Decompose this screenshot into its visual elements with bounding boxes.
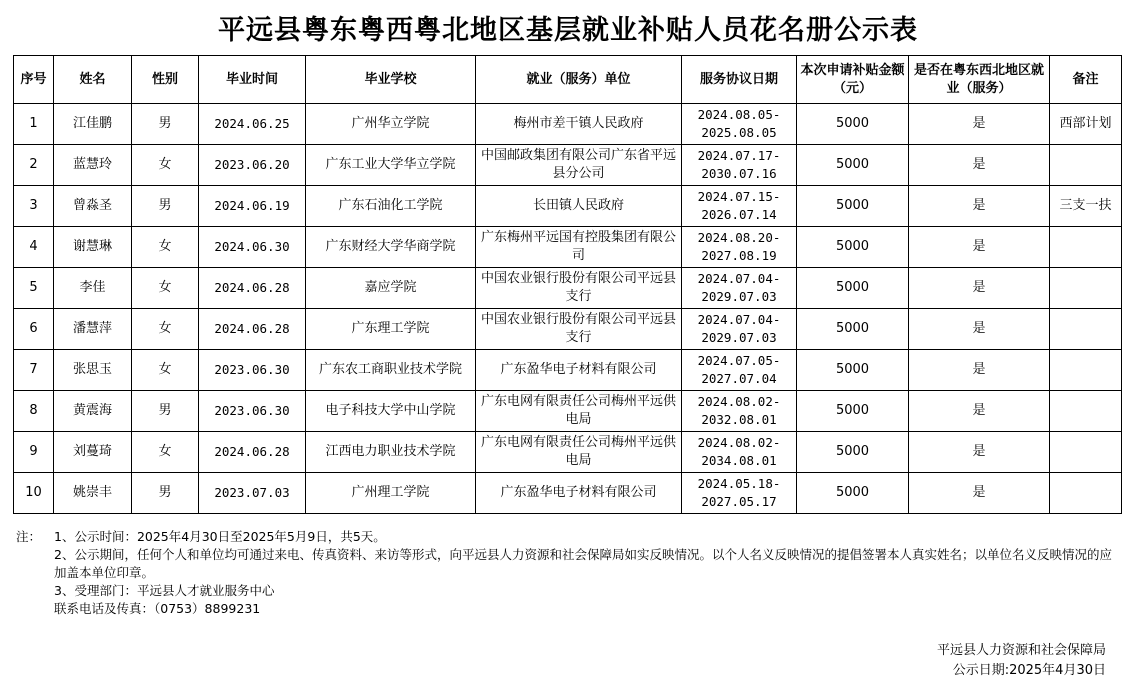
header-gender: 性别 bbox=[132, 56, 199, 104]
cell-graduation-date: 2024.06.30 bbox=[199, 227, 306, 268]
table-row bbox=[14, 186, 1122, 227]
cell-graduation-date: 2023.06.30 bbox=[199, 350, 306, 391]
cell-in-region: 是 bbox=[909, 391, 1050, 432]
cell-subsidy-amount: 5000 bbox=[797, 391, 909, 432]
cell-gender: 女 bbox=[132, 268, 199, 309]
cell-remark bbox=[1050, 350, 1122, 391]
cell-agreement-dates: 2024.07.17-2030.07.16 bbox=[682, 145, 797, 186]
cell-agreement-dates: 2024.07.04-2029.07.03 bbox=[682, 268, 797, 309]
table-row bbox=[14, 104, 1122, 145]
cell-in-region: 是 bbox=[909, 227, 1050, 268]
table-header-row bbox=[14, 56, 1122, 104]
cell-in-region: 是 bbox=[909, 432, 1050, 473]
cell-graduation-date: 2024.06.25 bbox=[199, 104, 306, 145]
cell-graduation-date: 2024.06.19 bbox=[199, 186, 306, 227]
cell-index: 6 bbox=[14, 309, 54, 350]
cell-school: 广东石油化工学院 bbox=[306, 186, 476, 227]
table-row bbox=[14, 227, 1122, 268]
cell-subsidy-amount: 5000 bbox=[797, 350, 909, 391]
cell-in-region: 是 bbox=[909, 473, 1050, 514]
cell-in-region: 是 bbox=[909, 104, 1050, 145]
cell-index: 7 bbox=[14, 350, 54, 391]
cell-employer: 广东电网有限责任公司梅州平远供电局 bbox=[476, 391, 682, 432]
cell-subsidy-amount: 5000 bbox=[797, 227, 909, 268]
cell-remark bbox=[1050, 309, 1122, 350]
table-row bbox=[14, 268, 1122, 309]
cell-in-region: 是 bbox=[909, 309, 1050, 350]
cell-employer: 中国农业银行股份有限公司平远县支行 bbox=[476, 309, 682, 350]
cell-index: 8 bbox=[14, 391, 54, 432]
cell-subsidy-amount: 5000 bbox=[797, 473, 909, 514]
cell-employer: 广东盈华电子材料有限公司 bbox=[476, 350, 682, 391]
cell-index: 5 bbox=[14, 268, 54, 309]
cell-employer: 广东电网有限责任公司梅州平远供电局 bbox=[476, 432, 682, 473]
cell-remark bbox=[1050, 432, 1122, 473]
cell-index: 10 bbox=[14, 473, 54, 514]
cell-name: 张思玉 bbox=[54, 350, 132, 391]
cell-subsidy-amount: 5000 bbox=[797, 432, 909, 473]
cell-employer: 广东梅州平远国有控股集团有限公司 bbox=[476, 227, 682, 268]
cell-index: 9 bbox=[14, 432, 54, 473]
cell-name: 谢慧琳 bbox=[54, 227, 132, 268]
cell-school: 广东理工学院 bbox=[306, 309, 476, 350]
cell-employer: 梅州市差干镇人民政府 bbox=[476, 104, 682, 145]
header-remark: 备注 bbox=[1050, 56, 1122, 104]
cell-school: 广东工业大学华立学院 bbox=[306, 145, 476, 186]
cell-remark bbox=[1050, 145, 1122, 186]
cell-agreement-dates: 2024.07.04-2029.07.03 bbox=[682, 309, 797, 350]
cell-in-region: 是 bbox=[909, 186, 1050, 227]
cell-subsidy-amount: 5000 bbox=[797, 186, 909, 227]
cell-gender: 女 bbox=[132, 227, 199, 268]
cell-remark bbox=[1050, 473, 1122, 514]
cell-gender: 男 bbox=[132, 104, 199, 145]
cell-school: 电子科技大学中山学院 bbox=[306, 391, 476, 432]
table-row bbox=[14, 473, 1122, 514]
cell-gender: 女 bbox=[132, 145, 199, 186]
header-index: 序号 bbox=[14, 56, 54, 104]
note-item: 3、受理部门：平远县人才就业服务中心 bbox=[54, 583, 275, 598]
cell-employer: 中国邮政集团有限公司广东省平远县分公司 bbox=[476, 145, 682, 186]
cell-gender: 女 bbox=[132, 432, 199, 473]
note-item: 联系电话及传真：（0753）8899231 bbox=[54, 601, 261, 616]
cell-school: 江西电力职业技术学院 bbox=[306, 432, 476, 473]
cell-graduation-date: 2024.06.28 bbox=[199, 268, 306, 309]
cell-agreement-dates: 2024.08.02-2032.08.01 bbox=[682, 391, 797, 432]
cell-name: 黄震海 bbox=[54, 391, 132, 432]
cell-remark: 西部计划 bbox=[1050, 104, 1122, 145]
cell-agreement-dates: 2024.05.18-2027.05.17 bbox=[682, 473, 797, 514]
cell-gender: 男 bbox=[132, 391, 199, 432]
table-row bbox=[14, 391, 1122, 432]
cell-index: 4 bbox=[14, 227, 54, 268]
header-subsidy-amount: 本次申请补贴金额（元） bbox=[797, 56, 909, 104]
cell-graduation-date: 2023.07.03 bbox=[199, 473, 306, 514]
cell-graduation-date: 2024.06.28 bbox=[199, 432, 306, 473]
cell-in-region: 是 bbox=[909, 350, 1050, 391]
table-row bbox=[14, 350, 1122, 391]
header-in-region: 是否在粤东西北地区就业（服务） bbox=[909, 56, 1050, 104]
header-name: 姓名 bbox=[54, 56, 132, 104]
cell-remark bbox=[1050, 268, 1122, 309]
cell-in-region: 是 bbox=[909, 145, 1050, 186]
cell-employer: 广东盈华电子材料有限公司 bbox=[476, 473, 682, 514]
cell-remark bbox=[1050, 227, 1122, 268]
cell-gender: 男 bbox=[132, 186, 199, 227]
cell-name: 潘慧萍 bbox=[54, 309, 132, 350]
cell-subsidy-amount: 5000 bbox=[797, 145, 909, 186]
cell-agreement-dates: 2024.08.05-2025.08.05 bbox=[682, 104, 797, 145]
cell-index: 2 bbox=[14, 145, 54, 186]
cell-subsidy-amount: 5000 bbox=[797, 309, 909, 350]
cell-remark bbox=[1050, 391, 1122, 432]
cell-index: 3 bbox=[14, 186, 54, 227]
cell-school: 广东农工商职业技术学院 bbox=[306, 350, 476, 391]
cell-school: 广州华立学院 bbox=[306, 104, 476, 145]
header-employer: 就业（服务）单位 bbox=[476, 56, 682, 104]
cell-name: 曾淼圣 bbox=[54, 186, 132, 227]
cell-subsidy-amount: 5000 bbox=[797, 104, 909, 145]
table-row bbox=[14, 309, 1122, 350]
header-school: 毕业学校 bbox=[306, 56, 476, 104]
cell-in-region: 是 bbox=[909, 268, 1050, 309]
note-item: 1、公示时间：2025年4月30日至2025年5月9日，共5天。 bbox=[54, 529, 386, 544]
cell-agreement-dates: 2024.08.02-2034.08.01 bbox=[682, 432, 797, 473]
cell-school: 广东财经大学华商学院 bbox=[306, 227, 476, 268]
cell-graduation-date: 2024.06.28 bbox=[199, 309, 306, 350]
roster-table bbox=[13, 55, 1122, 514]
note-item: 2、公示期间，任何个人和单位均可通过来电、传真资料、来访等形式，向平远县人力资源和社会保障局如实反映情况。以个人名义反映情况的提倡签署本人真实姓名；以单位名义反映情况的应加盖本单位印章。 bbox=[54, 547, 1112, 580]
cell-name: 江佳鹏 bbox=[54, 104, 132, 145]
cell-agreement-dates: 2024.08.20-2027.08.19 bbox=[682, 227, 797, 268]
cell-gender: 男 bbox=[132, 473, 199, 514]
cell-agreement-dates: 2024.07.05-2027.07.04 bbox=[682, 350, 797, 391]
cell-gender: 女 bbox=[132, 309, 199, 350]
notes-section bbox=[16, 528, 1116, 618]
header-agreement-dates: 服务协议日期 bbox=[682, 56, 797, 104]
cell-school: 广州理工学院 bbox=[306, 473, 476, 514]
footer-org: 平远县人力资源和社会保障局 bbox=[936, 643, 1106, 658]
cell-subsidy-amount: 5000 bbox=[797, 268, 909, 309]
cell-remark: 三支一扶 bbox=[1050, 186, 1122, 227]
cell-gender: 女 bbox=[132, 350, 199, 391]
cell-employer: 长田镇人民政府 bbox=[476, 186, 682, 227]
header-graduation-date: 毕业时间 bbox=[199, 56, 306, 104]
notes-prefix: 注： bbox=[16, 529, 42, 544]
cell-agreement-dates: 2024.07.15-2026.07.14 bbox=[682, 186, 797, 227]
cell-graduation-date: 2023.06.20 bbox=[199, 145, 306, 186]
table-row bbox=[14, 432, 1122, 473]
cell-school: 嘉应学院 bbox=[306, 268, 476, 309]
cell-name: 蓝慧玲 bbox=[54, 145, 132, 186]
cell-employer: 中国农业银行股份有限公司平远县支行 bbox=[476, 268, 682, 309]
cell-graduation-date: 2023.06.30 bbox=[199, 391, 306, 432]
page-title: 平远县粤东粤西粤北地区基层就业补贴人员花名册公示表 bbox=[218, 15, 918, 46]
table-row bbox=[14, 145, 1122, 186]
cell-index: 1 bbox=[14, 104, 54, 145]
cell-name: 李佳 bbox=[54, 268, 132, 309]
cell-name: 姚崇丰 bbox=[54, 473, 132, 514]
footer-date: 公示日期:2025年4月30日 bbox=[952, 663, 1106, 678]
cell-name: 刘蔓琦 bbox=[54, 432, 132, 473]
footer bbox=[937, 641, 1106, 681]
